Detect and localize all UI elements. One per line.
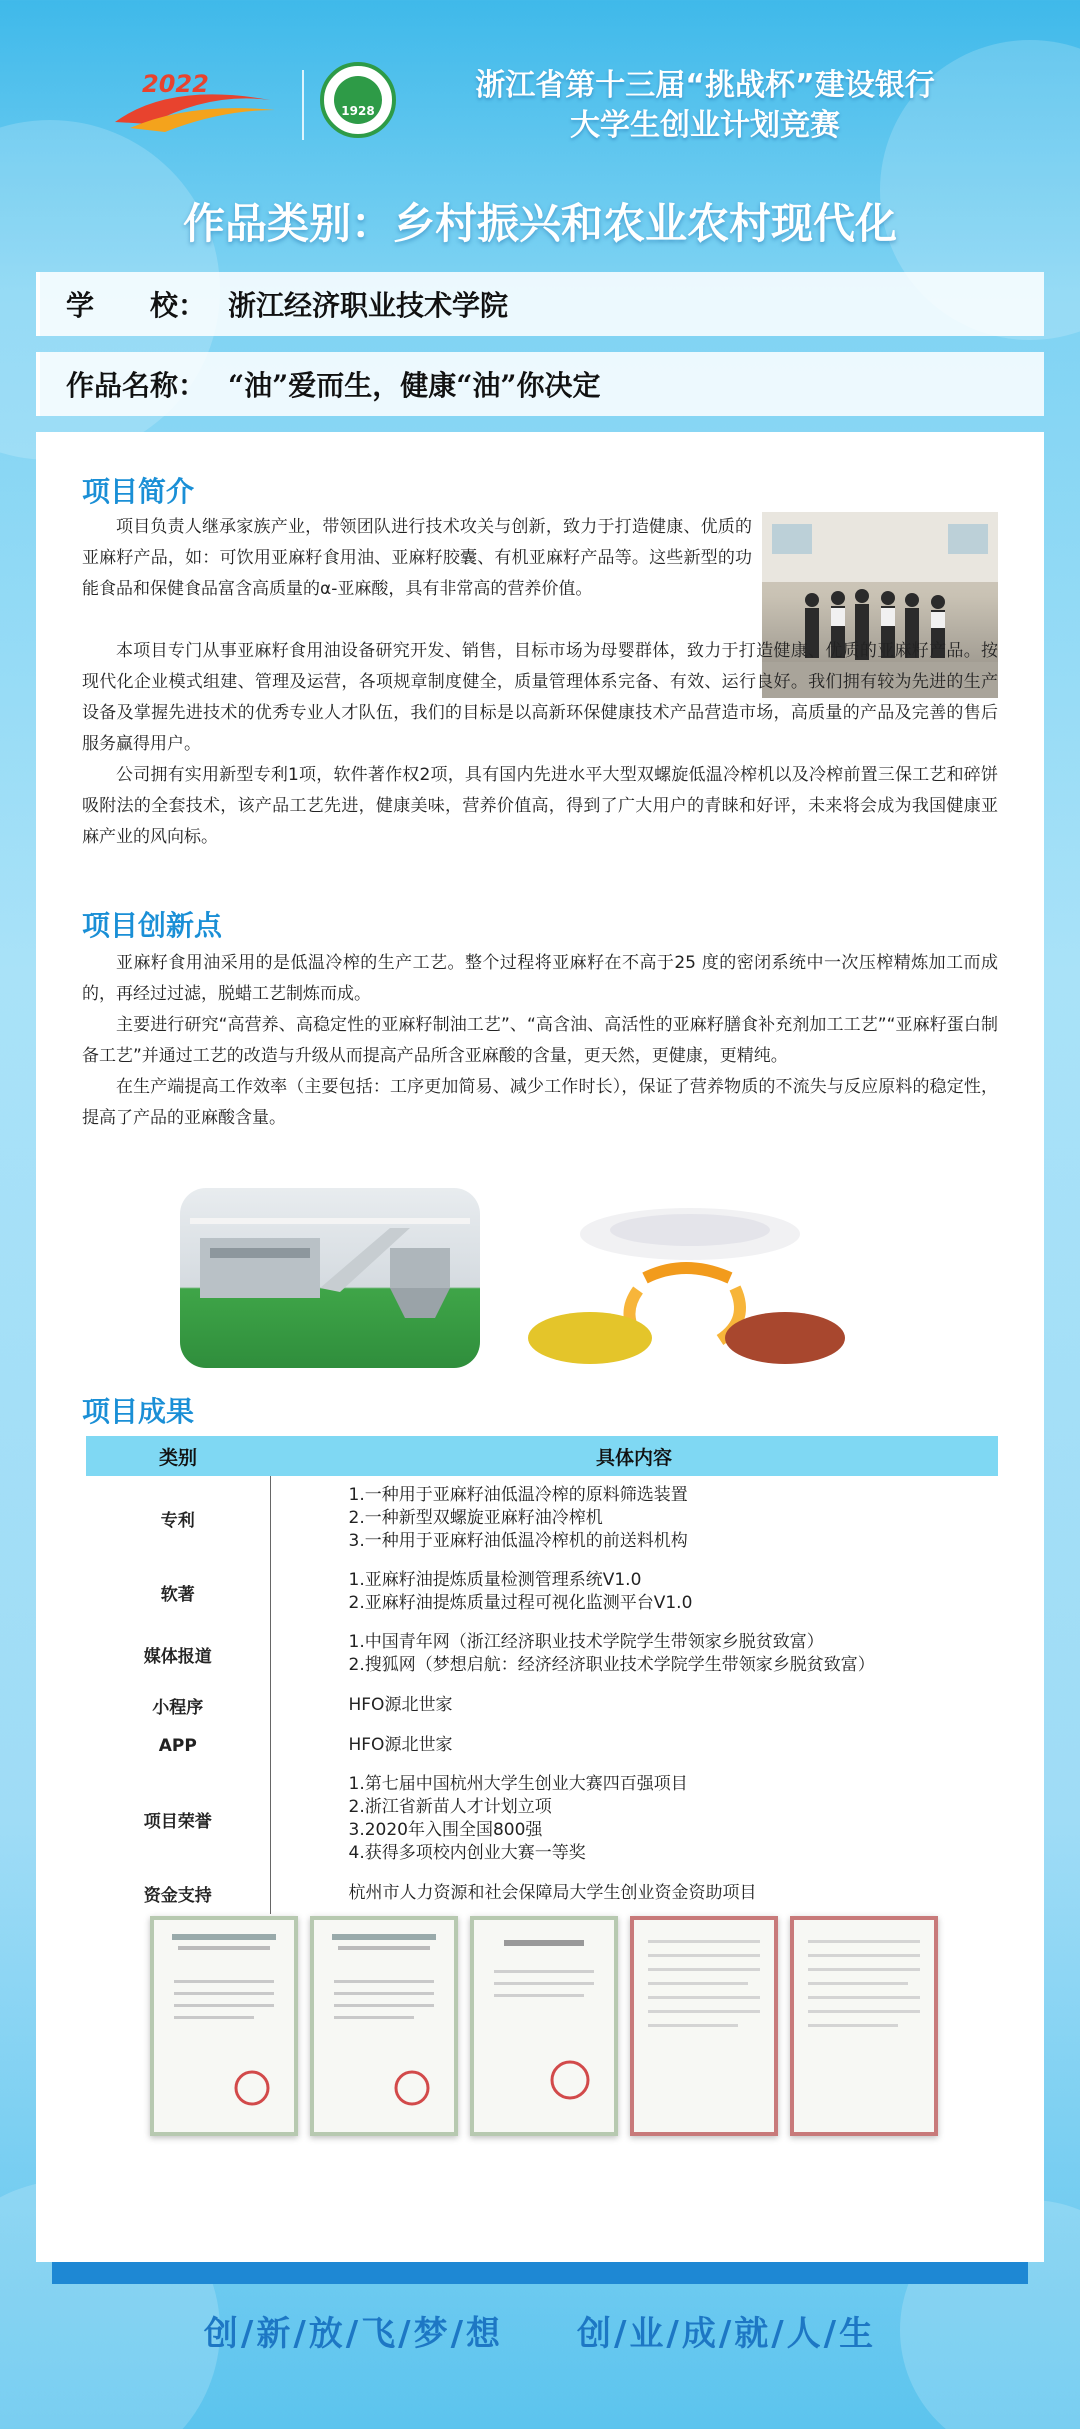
results-table xyxy=(86,1436,998,1914)
results-row-category: 资金支持 xyxy=(86,1873,270,1914)
bottom-strip xyxy=(52,2262,1028,2284)
results-row xyxy=(86,1623,998,1685)
school-bar xyxy=(36,272,1044,336)
results-row-line: 1.一种用于亚麻籽油低温冷榨的原料筛选装置 xyxy=(348,1485,688,1505)
results-row-content xyxy=(270,1765,998,1873)
intro-text-top xyxy=(82,512,752,605)
results-row-content xyxy=(270,1726,998,1765)
results-row-line: 3.2020年入围全国800强 xyxy=(348,1820,543,1840)
certificate-5 xyxy=(790,1916,938,2136)
innovation-text xyxy=(82,948,998,1134)
competition-2022-logo xyxy=(110,62,280,142)
intro-paragraph-3: 公司拥有实用新型专利1项，软件著作权2项，具有国内先进水平大型双螺旋低温冷榨机以及冷榨前置三保工艺和碎饼吸附法的全套技术，该产品工艺先进，健康美味，营养价值高，得到了广大用户的青睐和好评，未来将会成为我国健康亚麻产业的风向标。 xyxy=(82,765,998,847)
logo-year: 2022 xyxy=(142,70,209,98)
slogan: 创/新/放/飞/梦/想 创/业/成/就/人/生 xyxy=(203,2314,877,2354)
results-row-line: 1.第七届中国杭州大学生创业大赛四百强项目 xyxy=(348,1774,688,1794)
innovation-paragraph-2: 主要进行研究“高营养、高稳定性的亚麻籽制油工艺”、“高含油、高活性的亚麻籽膳食补充剂加工工艺”“亚麻籽蛋白制备工艺”并通过工艺的改造与升级从而提高产品所含亚麻酸的含量，更天然，更健康，更精纯。 xyxy=(82,1015,998,1066)
certificate-4 xyxy=(630,1916,778,2136)
results-row-category: APP xyxy=(86,1726,270,1765)
results-row-line: HFO源北世家 xyxy=(348,1735,453,1755)
results-row xyxy=(86,1476,998,1561)
results-row-line: 3.一种用于亚麻籽油低温冷榨机的前送料机构 xyxy=(348,1531,688,1551)
results-row-content xyxy=(270,1685,998,1726)
project-name-value: “油”爱而生，健康“油”你决定 xyxy=(228,369,601,402)
results-title: 项目成果 xyxy=(82,1395,195,1428)
intro-paragraph-2: 本项目专门从事亚麻籽食用油设备研究开发、销售，目标市场为母婴群体，致力于打造健康、优质的亚麻籽产品。按现代化企业模式组建、管理及运营，各项规章制度健全，质量管理体系完备、有效、运行良好。我们拥有较为先进的生产设备及掌握先进技术的优秀专业人才队伍，我们的目标是以高新环保健康技术产品营造市场，高质量的产品及完善的售后服务赢得用户。 xyxy=(82,641,998,754)
certificate-2 xyxy=(310,1916,458,2136)
results-row-line: 1.亚麻籽油提炼质量检测管理系统V1.0 xyxy=(348,1570,642,1590)
project-name-bar xyxy=(36,352,1044,416)
results-row-category: 软著 xyxy=(86,1561,270,1623)
certificate-1 xyxy=(150,1916,298,2136)
results-row-category: 项目荣誉 xyxy=(86,1765,270,1873)
results-row-category: 小程序 xyxy=(86,1685,270,1726)
competition-title-line2: 大学生创业计划竞赛 xyxy=(570,108,840,143)
logo-divider xyxy=(302,70,304,140)
results-row xyxy=(86,1561,998,1623)
results-row xyxy=(86,1765,998,1873)
innovation-title: 项目创新点 xyxy=(82,909,223,942)
project-name-label: 作品名称： xyxy=(66,369,207,402)
results-row-line: 2.浙江省新苗人才计划立项 xyxy=(348,1797,552,1817)
competition-title xyxy=(410,66,1000,146)
results-row-content xyxy=(270,1873,998,1914)
competition-title-line1: 浙江省第十三届“挑战杯”建设银行 xyxy=(475,68,935,103)
results-row-line: 杭州市人力资源和社会保障局大学生创业资金资助项目 xyxy=(348,1883,757,1903)
innovation-paragraph-3: 在生产端提高工作效率（主要包括：工序更加简易、减少工作时长），保证了营养物质的不流失与反应原料的稳定性，提高了产品的亚麻酸含量。 xyxy=(82,1077,998,1128)
results-row-line: 1.中国青年网（浙江经济职业技术学院学生带领家乡脱贫致富） xyxy=(348,1632,824,1652)
results-row-content xyxy=(270,1476,998,1561)
results-row xyxy=(86,1685,998,1726)
results-row-line: 4.获得多项校内创业大赛一等奖 xyxy=(348,1843,586,1863)
results-row xyxy=(86,1873,998,1914)
results-row-line: 2.亚麻籽油提炼质量过程可视化监测平台V1.0 xyxy=(348,1593,693,1613)
results-row-line: 2.搜狐网（梦想启航：经济经济职业技术学院学生带领家乡脱贫致富） xyxy=(348,1655,875,1675)
production-line-image xyxy=(180,1188,480,1368)
innovation-paragraph-1: 亚麻籽食用油采用的是低温冷榨的生产工艺。整个过程将亚麻籽在不高于25 度的密闭系统中一次压榨精炼加工而成的，再经过过滤，脱蜡工艺制炼而成。 xyxy=(82,953,998,1004)
col-category-header: 类别 xyxy=(86,1436,270,1476)
results-row xyxy=(86,1726,998,1765)
results-row-content xyxy=(270,1561,998,1623)
flaxseed-products-image xyxy=(520,1200,850,1380)
certificates-gallery xyxy=(150,1916,930,2138)
results-row-category: 媒体报道 xyxy=(86,1623,270,1685)
intro-text-bottom xyxy=(82,636,998,853)
university-seal-logo xyxy=(320,62,396,138)
header xyxy=(0,0,1080,180)
seal-year: 1928 xyxy=(334,76,382,124)
results-table-header xyxy=(86,1436,998,1476)
results-row-line: 2.一种新型双螺旋亚麻籽油冷榨机 xyxy=(348,1508,603,1528)
certificate-3 xyxy=(470,1916,618,2136)
intro-paragraph-1: 项目负责人继承家族产业，带领团队进行技术攻关与创新，致力于打造健康、优质的亚麻籽产品，如：可饮用亚麻籽食用油、亚麻籽胶囊、有机亚麻籽产品等。这些新型的功能食品和保健食品富含高质量的α-亚麻酸，具有非常高的营养价值。 xyxy=(82,517,752,599)
school-name: 浙江经济职业技术学院 xyxy=(228,289,509,322)
results-row-category: 专利 xyxy=(86,1476,270,1561)
school-label: 学 校： xyxy=(66,289,207,322)
col-content-header: 具体内容 xyxy=(270,1436,998,1476)
results-row-line: HFO源北世家 xyxy=(348,1695,453,1715)
work-category: 作品类别：乡村振兴和农业农村现代化 xyxy=(182,199,897,248)
results-row-content xyxy=(270,1623,998,1685)
intro-title: 项目简介 xyxy=(82,475,195,508)
